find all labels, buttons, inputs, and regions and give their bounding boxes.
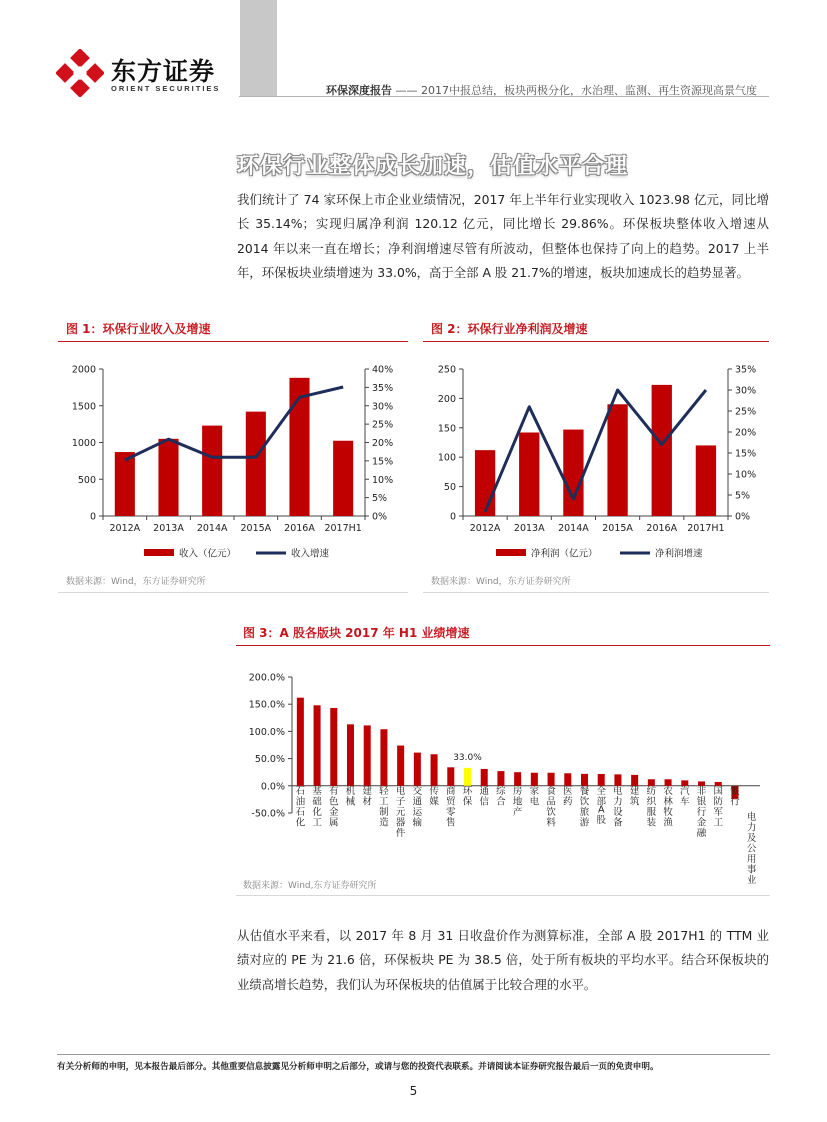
y-left-tick-label: 100 (437, 452, 456, 464)
bar-2013A (519, 433, 539, 516)
x-tick-label: 建材 (362, 785, 372, 808)
figure3-top-rule (236, 645, 770, 646)
y-tick-label: 150.0% (248, 699, 285, 711)
legend-bar-label: 净利润（亿元） (531, 548, 598, 560)
y-right-tick-label: 20% (735, 427, 757, 439)
bar-机械 (347, 724, 354, 785)
x-tick-label: 农林牧渔 (663, 785, 673, 829)
x-tick-label: 2016A (284, 523, 315, 534)
x-tick-label: 2017H1 (324, 523, 362, 534)
y-left-tick-label: 1000 (71, 438, 96, 449)
x-tick-label: 2015A (602, 523, 633, 534)
legend-line-label: 净利润增速 (655, 548, 703, 560)
x-tick-label: 汽车 (680, 785, 690, 808)
x-tick-label: 银行 (730, 785, 740, 808)
report-type: 环保深度报告 (326, 84, 392, 97)
bar-房地产 (514, 772, 521, 786)
x-tick-label: 纺织服装 (646, 785, 657, 829)
y-left-tick-label: 250 (437, 364, 456, 376)
bar-2014A (202, 426, 222, 516)
growth-line (125, 387, 343, 460)
bar-石油石化 (297, 698, 304, 786)
figure2-source: 数据来源：Wind，东方证券研究所 (431, 577, 571, 587)
bar-2012A (475, 450, 495, 516)
y-right-tick-label: 10% (735, 469, 757, 481)
y-tick-label: 50.0% (254, 754, 285, 766)
bar-食品饮料 (548, 773, 555, 786)
bar-通信 (481, 769, 488, 786)
y-left-tick-label: 50 (443, 482, 456, 494)
x-tick-label: 环保 (462, 785, 473, 808)
bar-2015A (246, 412, 266, 516)
bar-医药 (564, 773, 571, 786)
y-right-tick-label: 10% (372, 474, 394, 486)
figure2-title: 图 2：环保行业净利润及增速 (431, 322, 588, 336)
x-tick-label: 传媒 (429, 785, 439, 808)
legend-line-label: 收入增速 (291, 548, 330, 560)
header-divider (239, 96, 769, 97)
figure3-title: 图 3：A 股各版块 2017 年 H1 业绩增速 (243, 626, 470, 640)
y-left-tick-label: 500 (77, 474, 96, 486)
bar-2017H1 (696, 445, 716, 516)
y-right-tick-label: 25% (735, 406, 757, 418)
y-right-tick-label: 35% (372, 382, 394, 394)
x-tick-label: 商贸零售 (446, 785, 456, 829)
bar-环保 (464, 768, 471, 786)
figure3-source: 数据来源：Wind,东方证券研究所 (243, 881, 377, 891)
figure2-top-rule (423, 341, 769, 342)
report-title: —— 2017中报总结，板块两极分化，水治理、监测、再生资源现高景气度 (395, 84, 757, 97)
figure1-title: 图 1：环保行业收入及增速 (66, 322, 211, 336)
bar-建材 (364, 725, 371, 785)
x-tick-label: 2013A (513, 523, 545, 534)
bar-电子元器件 (397, 746, 404, 786)
bar-传媒 (431, 754, 438, 786)
y-right-tick-label: 25% (372, 419, 394, 431)
y-right-tick-label: 5% (735, 490, 751, 502)
bar-2016A (652, 385, 672, 516)
highlight-data-label: 33.0% (453, 752, 482, 763)
legend-bar-swatch (144, 549, 174, 556)
x-tick-label: 餐饮旅游 (579, 785, 590, 829)
x-tick-label: 综合 (496, 785, 506, 808)
x-tick-label: 2014A (558, 523, 589, 534)
legend-bar-swatch (496, 549, 526, 556)
y-right-tick-label: 30% (735, 385, 757, 397)
bar-餐饮旅游 (581, 774, 588, 786)
y-tick-label: 200.0% (248, 672, 285, 684)
x-tick-label: 国防军工 (713, 785, 723, 829)
y-tick-label: 100.0% (248, 726, 285, 738)
x-tick-label: 2012A (469, 523, 501, 534)
x-tick-label: 2016A (646, 523, 678, 534)
x-tick-label: 全部 A 股 (596, 785, 606, 826)
x-tick-label: 基础化工 (312, 785, 322, 829)
figure2-chart (423, 345, 769, 565)
orient-securities-logo-icon (56, 49, 104, 97)
figure2-bottom-rule (423, 592, 769, 593)
y-right-tick-label: 35% (735, 364, 757, 376)
y-right-tick-label: 15% (372, 456, 394, 468)
footer-divider (57, 1054, 770, 1055)
figure1-top-rule (58, 341, 408, 342)
x-tick-label: 医药 (563, 785, 573, 808)
bar-全部A股 (598, 774, 605, 786)
x-tick-label: 2017H1 (687, 523, 725, 534)
bar-家电 (531, 773, 538, 786)
bar-建筑 (631, 775, 638, 786)
y-right-tick-label: 30% (372, 401, 394, 413)
y-left-tick-label: 0 (89, 511, 96, 523)
y-left-tick-label: 1500 (71, 401, 96, 413)
y-right-tick-label: 0% (735, 511, 751, 523)
y-right-tick-label: 15% (735, 448, 757, 460)
y-right-tick-label: 0% (372, 511, 388, 523)
growth-line (485, 390, 706, 512)
x-tick-label: 交通运输 (412, 785, 423, 829)
y-left-tick-label: 150 (437, 423, 456, 435)
figure1-chart (58, 345, 408, 565)
figure3-bottom-rule (236, 895, 770, 896)
y-tick-label: 0.0% (260, 781, 285, 793)
bar-有色金属 (330, 708, 337, 786)
paragraph-valuation: 从估值水平来看，以 2017 年 8 月 31 日收盘价作为测算标准，全部 A 股 2017H1 的 TTM 业绩对应的 PE 为 21.6 倍，环保板块 PE 为 38.5 倍，处于所有板块的平均水平。结合环保板块的业绩高增长趋势，我们认为环保板块的估值属于比较合理的水平。 (237, 928, 769, 992)
paragraph-growth: 我们统计了 74 家环保上市企业业绩情况，2017 年上半年行业实现收入 1023.98 亿元，同比增长 35.14%；实现归属净利润 120.12 亿元，同比增长 29.86%。环保板块整体收入增速从 2014 年以来一直在增长；净利润增速尽管有所波动，但整体也保持了向上的趋势。2017 上半年，环保板块业绩增速为 33.0%，高于全部 A 股 21.7%的增速，板块加速成长的趋势显著。 (237, 192, 769, 280)
x-tick-label: 通信 (479, 785, 489, 808)
bar-轻工制造 (380, 729, 387, 786)
bar-2012A (115, 452, 135, 516)
figure1-bottom-rule (58, 592, 408, 593)
bar-2014A (563, 430, 583, 516)
bar-电力设备 (614, 774, 621, 785)
y-left-tick-label: 200 (437, 393, 456, 405)
x-tick-label: 2012A (109, 523, 141, 534)
section-title: 环保行业整体成长加速，估值水平合理 (237, 154, 629, 179)
page-number: 5 (409, 1084, 418, 1098)
y-right-tick-label: 20% (372, 438, 394, 449)
x-tick-label: 2015A (240, 523, 272, 534)
x-tick-label: 有色金属 (329, 785, 339, 829)
x-tick-label: 房地产 (512, 785, 523, 818)
x-tick-label: 2013A (153, 523, 184, 534)
x-tick-label: 石油石化 (295, 785, 306, 829)
legend-bar-label: 收入（亿元） (179, 548, 237, 560)
figure1-source: 数据来源：Wind，东方证券研究所 (66, 577, 206, 587)
x-tick-label: 非银行金融 (696, 785, 707, 839)
bar-交通运输 (414, 753, 421, 786)
x-tick-label: 电力设备 (613, 785, 623, 829)
x-tick-label: 食品饮料 (546, 785, 556, 829)
x-tick-label: 家电 (529, 785, 540, 808)
footer-disclaimer: 有关分析师的申明，见本报告最后部分。其他重要信息披露见分析师申明之后部分，或请与您的投资代表联系。并请阅读本证券研究报告最后一页的免责申明。 (57, 1062, 659, 1072)
y-left-tick-label: 2000 (71, 364, 96, 376)
y-right-tick-label: 5% (372, 493, 388, 505)
x-tick-label: 电子元器件 (395, 785, 406, 839)
x-tick-label: 建筑 (629, 785, 640, 808)
x-tick-label: 轻工制造 (379, 785, 389, 829)
bar-2013A (158, 439, 178, 516)
x-tick-label: 2014A (196, 523, 228, 534)
bar-基础化工 (314, 705, 321, 786)
x-tick-label: 机械 (345, 785, 356, 808)
logo-chinese-text: 东方证券 (111, 57, 216, 86)
y-right-tick-label: 40% (372, 364, 394, 376)
bar-综合 (497, 771, 504, 786)
bar-2015A (607, 404, 627, 516)
bar-商贸零售 (447, 767, 454, 785)
bar-2017H1 (333, 441, 353, 516)
header-gray-block (240, 0, 277, 96)
y-tick-label: -50.0% (251, 808, 285, 820)
y-left-tick-label: 0 (449, 511, 456, 523)
x-tick-label: 电力及公用事业 (746, 811, 757, 886)
logo-english-text: ORIENT SECURITIES (111, 84, 221, 93)
